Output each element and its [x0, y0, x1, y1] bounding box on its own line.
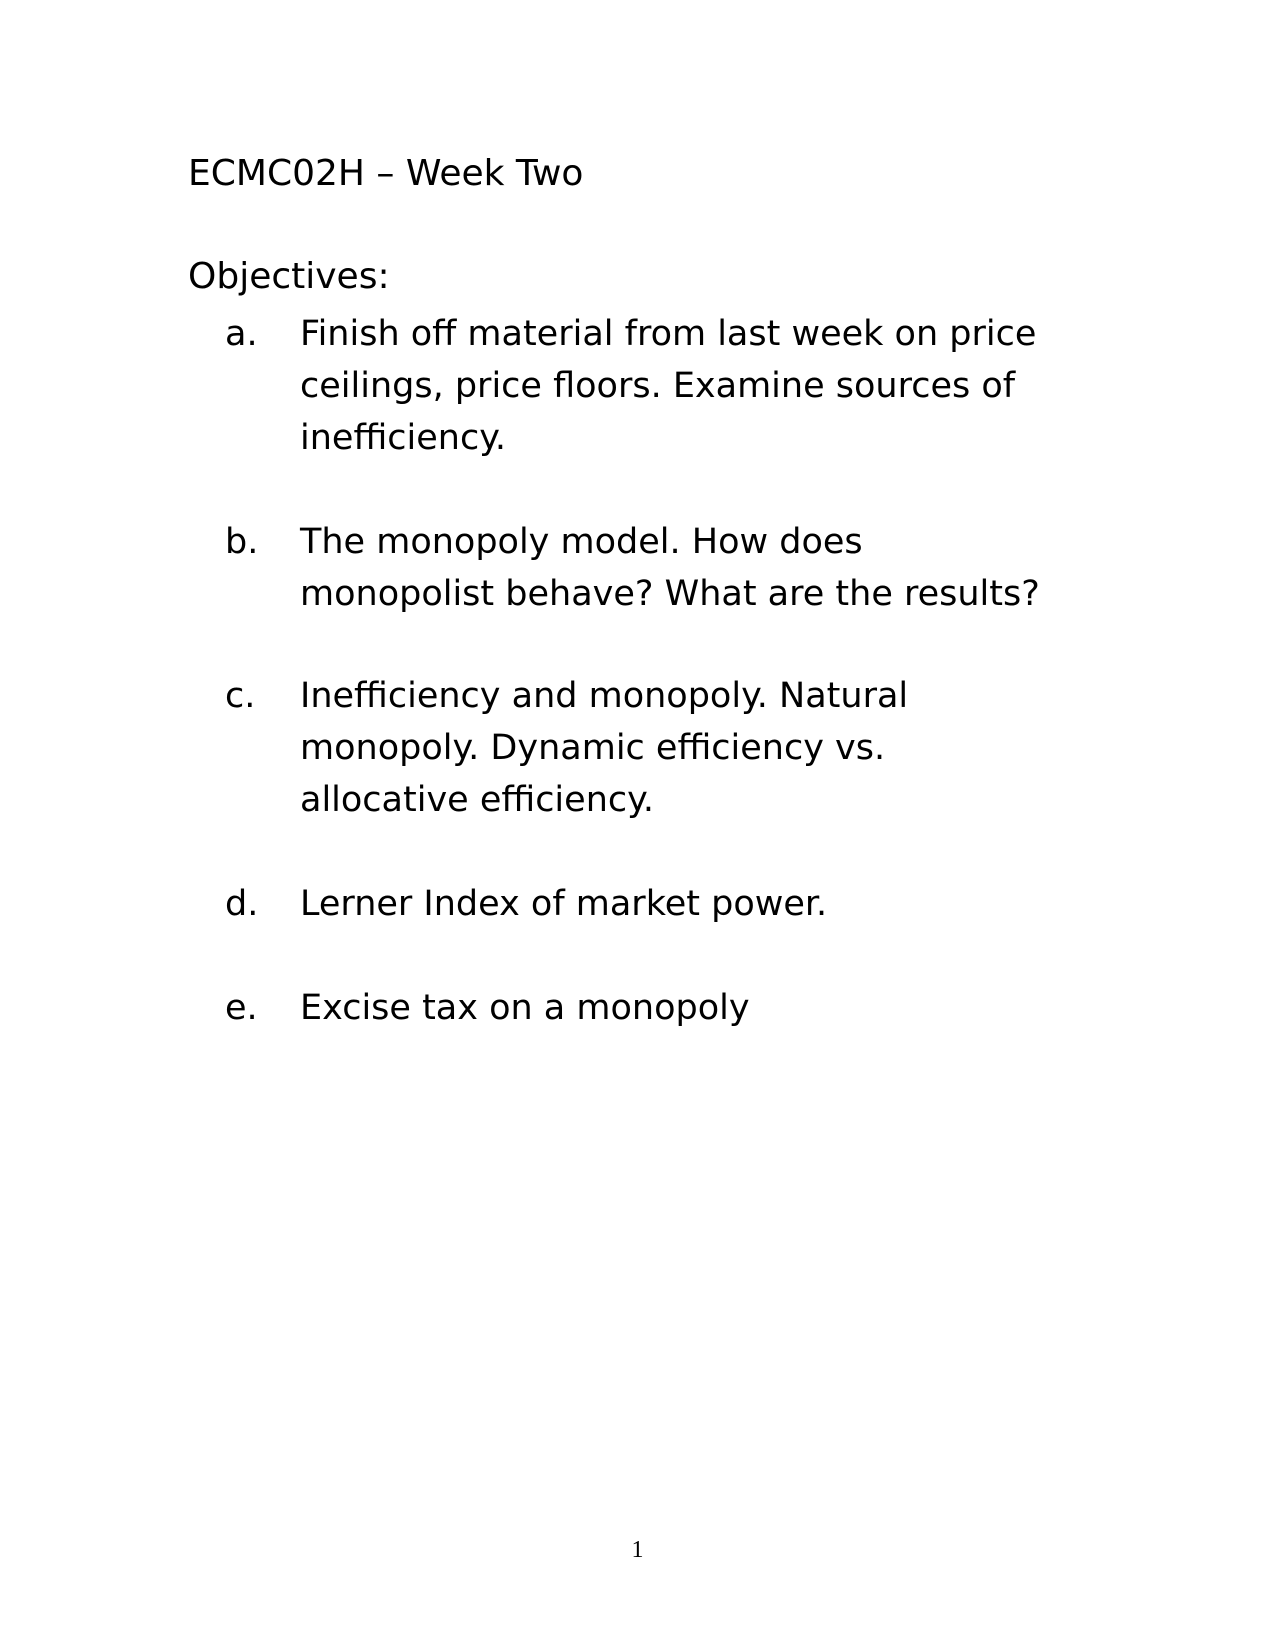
objectives-heading: Objectives:: [188, 256, 390, 297]
objective-letter: e.: [225, 988, 258, 1028]
document-title: ECMC02H – Week Two: [188, 153, 584, 194]
objective-letter: a.: [225, 314, 258, 354]
objective-text: The monopoly model. How does monopolist behave? What are the results?: [300, 522, 1040, 614]
objective-letter: c.: [225, 676, 256, 716]
objective-letter: b.: [225, 522, 259, 562]
objective-letter: d.: [225, 884, 259, 924]
objective-text: Excise tax on a monopoly: [300, 988, 750, 1028]
page-number: 1: [631, 1537, 644, 1563]
objective-text: Inefficiency and monopoly. Natural monopoly. Dynamic efficiency vs. allocative efficiency.: [300, 676, 909, 820]
objective-text: Finish off material from last week on price ceilings, price floors. Examine sources of inefficiency.: [300, 314, 1037, 458]
objective-text: Lerner Index of market power.: [300, 884, 828, 924]
